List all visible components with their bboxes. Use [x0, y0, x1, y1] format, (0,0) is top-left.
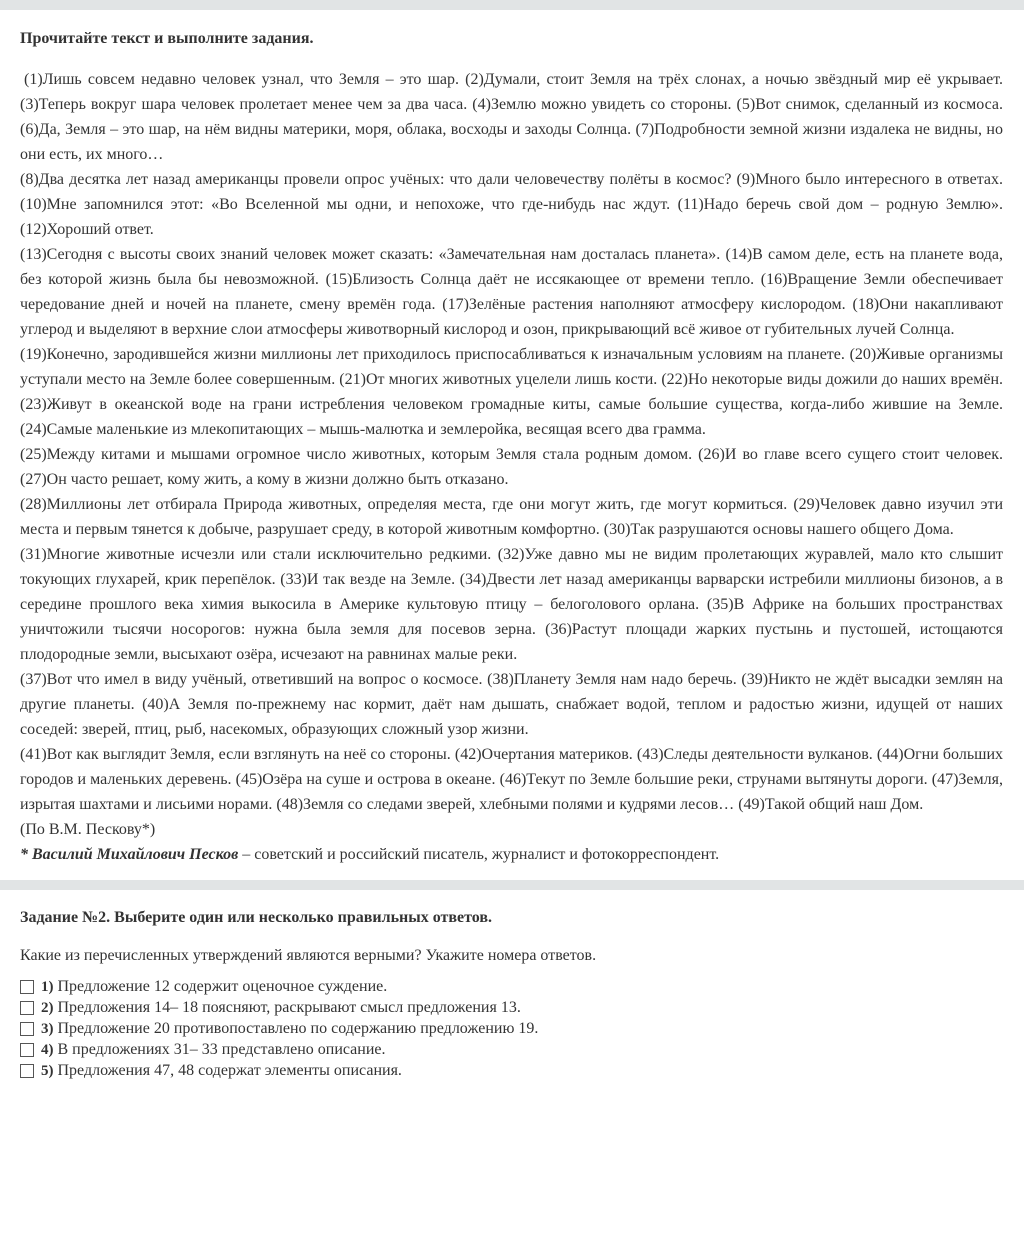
option-number: 4) [41, 1041, 54, 1058]
answer-option-4[interactable] [20, 1039, 1003, 1060]
paragraph: (1)Лишь совсем недавно человек узнал, что Земля – это шар. (2)Думали, стоит Земля на трёх слонах, а ночью звёздный мир её укрывает. (3)Теперь вокруг шара человек пролетает менее чем за два часа. (4)Землю можно увидеть со стороны. (5)Вот снимок, сделанный из космоса. (6)Да, Земля – это шар, на нём видны материки, моря, облака, восходы и заходы Солнца. (7)Подробности земной жизни издалека не видны, но они есть, их много… [20, 71, 1003, 163]
option-label: Предложение 20 противопоставлено по содержанию предложению 19. [57, 1019, 539, 1037]
paragraph: (8)Два десятка лет назад американцы провели опрос учёных: что дали человечеству полёты в космос? (9)Много было интересного в ответах. (10)Мне запомнился этот: «Во Вселенной мы одни, и непохоже, что где-нибудь нас ждут. (11)Надо беречь свой дом – родную Землю». (12)Хороший ответ. [20, 171, 1003, 238]
answer-options [20, 976, 1003, 1081]
option-label: Предложение 12 содержит оценочное суждение. [57, 977, 388, 995]
paragraph: (41)Вот как выглядит Земля, если взглянуть на неё со стороны. (42)Очертания материков. (43)Следы деятельности вулканов. (44)Огни больших городов и маленьких деревень. (45)Озёра на суше и острова в океане. (46)Текут по Земле большие реки, струнами вытянуты дороги. (47)Земля, изрытая шахтами и лисьими норами. (48)Земля со следами зверей, хлебными полями и кудрями лесов… (49)Такой общий наш Дом. [20, 746, 1003, 813]
paragraph: (37)Вот что имел в виду учёный, ответивший на вопрос о космосе. (38)Планету Земля нам надо беречь. (39)Никто не ждёт высадки землян на другие планеты. (40)А Земля по-прежнему нас кормит, даёт нам дышать, снабжает водой, теплом и радостью жизни, идущей от наших соседей: зверей, птиц, рыб, насекомых, образующих сложный узор жизни. [20, 671, 1003, 738]
answer-option-3[interactable] [20, 1018, 1003, 1039]
reading-heading: Прочитайте текст и выполните задания. [20, 30, 314, 47]
section-separator [0, 880, 1024, 890]
top-separator [0, 0, 1024, 10]
option-label: В предложениях 31– 33 представлено описание. [57, 1040, 386, 1058]
author-description: – советский и российский писатель, журналист и фотокорреспондент. [238, 846, 720, 863]
option-number: 1) [41, 978, 54, 995]
paragraph: (13)Сегодня с высоты своих знаний человек может сказать: «Замечательная нам досталась планета». (14)В самом деле, есть на планете вода, без которой жизнь была бы невозможной. (15)Близость Солнца даёт не иссякающее от времени тепло. (16)Вращение Земли обеспечивает чередование дней и ночей на планете, смену времён года. (17)Зелёные растения наполняют атмосферу кислородом. (18)Они накапливают углерод и выделяют в верхние слои атмосферы животворный кислород и озон, прикрывающий всё живое от губительных лучей Солнца. [20, 246, 1003, 338]
option-number: 2) [41, 999, 54, 1016]
option-label: Предложения 47, 48 содержат элементы описания. [57, 1061, 402, 1079]
task-question: Какие из перечисленных утверждений являются верными? Укажите номера ответов. [20, 947, 597, 964]
checkbox[interactable] [20, 1043, 34, 1057]
answer-option-5[interactable] [20, 1060, 1003, 1081]
option-label: Предложения 14– 18 поясняют, раскрывают смысл предложения 13. [57, 998, 521, 1016]
task-section [0, 890, 1024, 1081]
reading-section [0, 10, 1024, 867]
paragraph: (25)Между китами и мышами огромное число животных, которым Земля стала родным домом. (26)И во главе всего сущего стоит человек. (27)Он часто решает, кому жить, а кому в жизни должно быть отказано. [20, 446, 1003, 488]
checkbox[interactable] [20, 980, 34, 994]
author-footnote [20, 842, 1003, 867]
paragraph: (19)Конечно, зародившейся жизни миллионы лет приходилось приспосабливаться к изначальным условиям на планете. (20)Живые организмы уступали место на Земле более совершенным. (21)От многих животных уцелели лишь кости. (22)Но некоторые виды дожили до наших времён. (23)Живут в океанской воде на грани истребления человеком громадные киты, самые большие существа, когда-либо жившие на Земле. (24)Самые маленькие из млекопитающих – мышь-малютка и землеройка, весящая всего два грамма. [20, 346, 1003, 438]
option-number: 5) [41, 1062, 54, 1079]
checkbox[interactable] [20, 1022, 34, 1036]
checkbox[interactable] [20, 1064, 34, 1078]
answer-option-1[interactable] [20, 976, 1003, 997]
checkbox[interactable] [20, 1001, 34, 1015]
reading-text [20, 67, 1003, 867]
answer-option-2[interactable] [20, 997, 1003, 1018]
attribution: (По В.М. Пескову*) [20, 821, 156, 838]
task-title: Задание №2. Выберите один или несколько правильных ответов. [20, 909, 493, 926]
paragraph: (31)Многие животные исчезли или стали исключительно редкими. (32)Уже давно мы не видим пролетающих журавлей, мало кто слышит токующих глухарей, крик перепёлок. (33)И так везде на Земле. (34)Двести лет назад американцы варварски истребили миллионы бизонов, а в середине прошлого века химия выкосила в Америке культовую птицу – белоголового орлана. (35)В Африке на больших пространствах уничтожили тысячи носорогов: нужна была земля для посевов зерна. (36)Растут площади жарких пустынь и пустошей, истощаются плодородные земли, высыхают озёра, исчезают на равнинах малые реки. [20, 546, 1003, 663]
option-number: 3) [41, 1020, 54, 1037]
author-name: * Василий Михайлович Песков [20, 846, 239, 863]
paragraph: (28)Миллионы лет отбирала Природа животных, определяя места, где они могут жить, где могут кормиться. (29)Человек давно изучил эти места и первым тянется к добыче, разрушает среду, в которой животным комфортно. (30)Так разрушаются основы нашего общего Дома. [20, 496, 1003, 538]
